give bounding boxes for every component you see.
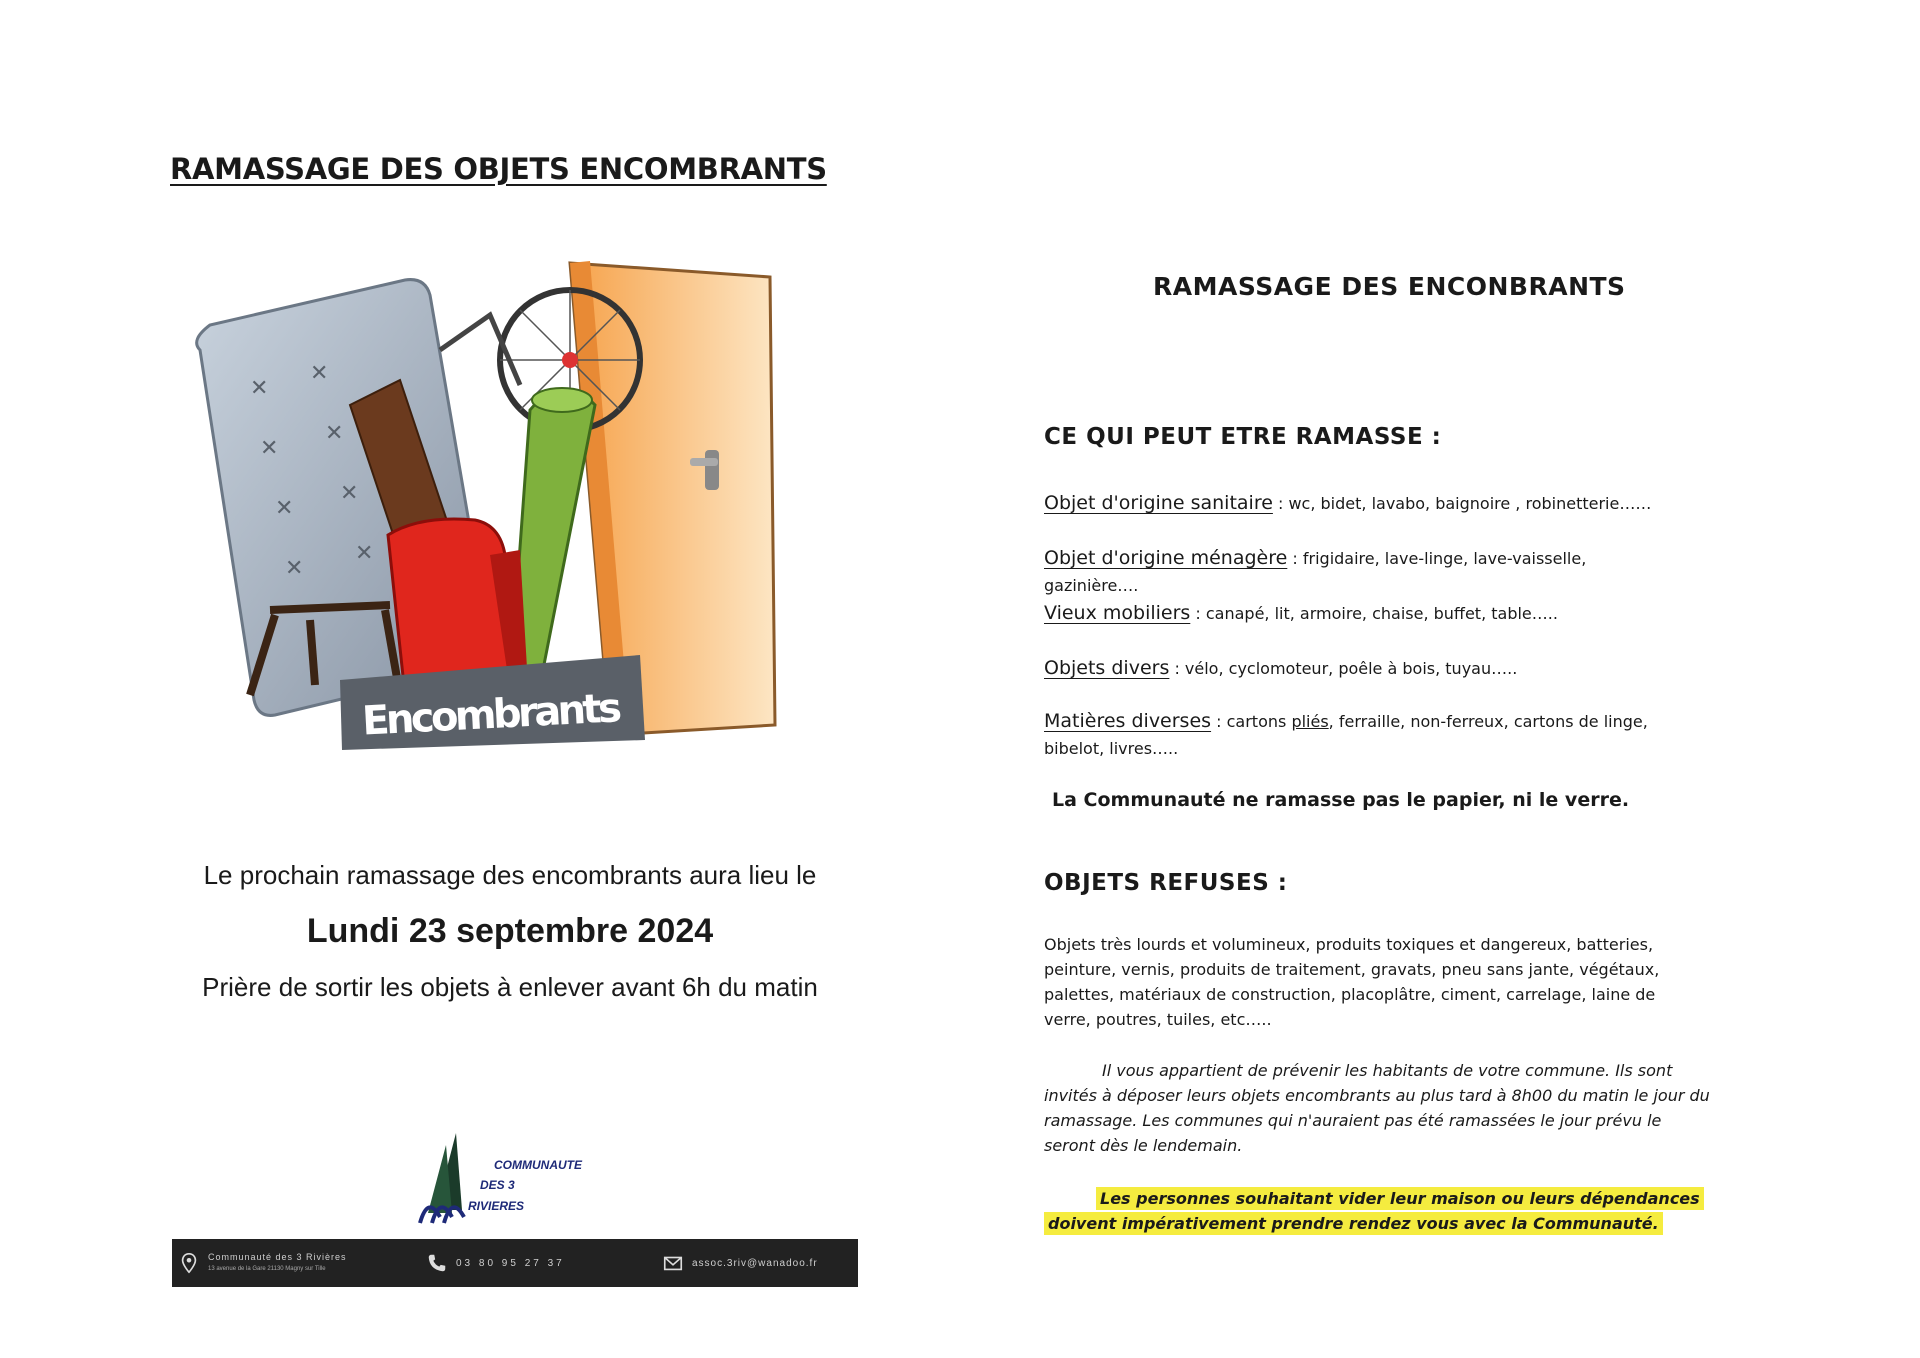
category-name: Matières diverses xyxy=(1044,710,1212,732)
svg-text:✕: ✕ xyxy=(310,361,329,386)
footer-phone-number: 03 80 95 27 37 xyxy=(456,1257,565,1269)
svg-text:✕: ✕ xyxy=(285,556,304,581)
right-page-title: RAMASSAGE DES ENCONBRANTS xyxy=(1153,272,1626,301)
collection-intro-text: Le prochain ramassage des encombrants aura lieu le xyxy=(203,860,817,890)
svg-text:✕: ✕ xyxy=(250,376,269,401)
svg-text:✕: ✕ xyxy=(355,541,374,566)
logo-line-rivieres: RIVIERES xyxy=(468,1199,525,1213)
encombrants-sign-label: Encombrants xyxy=(360,685,624,745)
footer-address-name: Communauté des 3 Rivières xyxy=(208,1252,347,1262)
logo-line-des3: DES 3 xyxy=(480,1178,515,1192)
category-divers xyxy=(1044,655,1684,682)
phone-icon xyxy=(426,1252,448,1274)
left-page-title: RAMASSAGE DES OBJETS ENCOMBRANTS xyxy=(170,152,827,186)
footer-address-street: 13 avenue de la Gare 21130 Magny sur Tille xyxy=(208,1266,326,1272)
category-items: , ferraille, non-ferreux, cartons de linge, bibelot, livres….. xyxy=(1044,712,1648,758)
category-items: : cartons xyxy=(1211,712,1292,731)
no-paper-glass-note: La Communauté ne ramasse pas le papier, ni le verre. xyxy=(1052,789,1630,811)
svg-text:✕: ✕ xyxy=(260,436,279,461)
encombrants-illustration xyxy=(190,255,780,755)
logo-line-communaute: COMMUNAUTE xyxy=(494,1158,582,1172)
footer-phone xyxy=(426,1239,565,1287)
category-items: : vélo, cyclomoteur, poêle à bois, tuyau….. xyxy=(1169,659,1518,678)
communaute-logo xyxy=(418,1125,598,1225)
svg-text:✕: ✕ xyxy=(275,496,294,521)
category-items: : wc, bidet, lavabo, baignoire , robinetterie…… xyxy=(1272,494,1652,513)
category-items: : frigidaire, lave-linge, lave-vaisselle, gazinière…. xyxy=(1044,549,1587,595)
category-matieres xyxy=(1044,708,1684,762)
envelope-icon xyxy=(662,1252,684,1274)
refused-items-heading: OBJETS REFUSES : xyxy=(1044,870,1288,896)
collection-date: Lundi 23 septembre 2024 xyxy=(306,912,714,950)
collection-instruction: Prière de sortir les objets à enlever avant 6h du matin xyxy=(202,972,818,1002)
category-name: Objet d'origine sanitaire xyxy=(1044,492,1273,514)
contact-footer xyxy=(172,1239,858,1287)
appointment-highlight xyxy=(1044,1186,1724,1236)
category-items: : canapé, lit, armoire, chaise, buffet, table….. xyxy=(1190,604,1558,623)
category-items-underlined: pliés xyxy=(1291,712,1329,731)
footer-email xyxy=(662,1239,818,1287)
location-pin-icon xyxy=(178,1252,200,1274)
category-mobiliers xyxy=(1044,600,1684,627)
accepted-items-heading: CE QUI PEUT ETRE RAMASSE : xyxy=(1044,424,1442,450)
svg-text:✕: ✕ xyxy=(340,481,359,506)
appointment-highlight-text: Les personnes souhaitant vider leur maison ou leurs dépendances doivent impérativement prendre rendez vous avec la Communauté. xyxy=(1044,1187,1704,1235)
refused-items-text: Objets très lourds et volumineux, produits toxiques et dangereux, batteries, peinture, vernis, produits de traitement, gravats, pneu sans jante, végétaux, palettes, matériaux de construction, placoplâtre, ciment, carrelage, laine de verre, poutres, tuiles, etc….. xyxy=(1044,935,1660,1029)
category-name: Vieux mobiliers xyxy=(1044,602,1191,624)
category-name: Objet d'origine ménagère xyxy=(1044,547,1288,569)
right-page xyxy=(960,0,1920,1358)
footer-email-address: assoc.3riv@wanadoo.fr xyxy=(692,1257,818,1269)
category-sanitaire xyxy=(1044,490,1684,517)
footer-address xyxy=(178,1239,347,1287)
svg-text:✕: ✕ xyxy=(325,421,344,446)
category-name: Objets divers xyxy=(1044,657,1170,679)
resident-notice-text: Il vous appartient de prévenir les habitants de votre commune. Ils sont invités à déposer leurs objets encombrants au plus tard à 8h00 du matin le jour du ramassage. Les communes qui n'auraient pas été ramassées le jour prévu le seront dès le lendemain. xyxy=(1044,1061,1710,1155)
category-menagere xyxy=(1044,545,1684,599)
